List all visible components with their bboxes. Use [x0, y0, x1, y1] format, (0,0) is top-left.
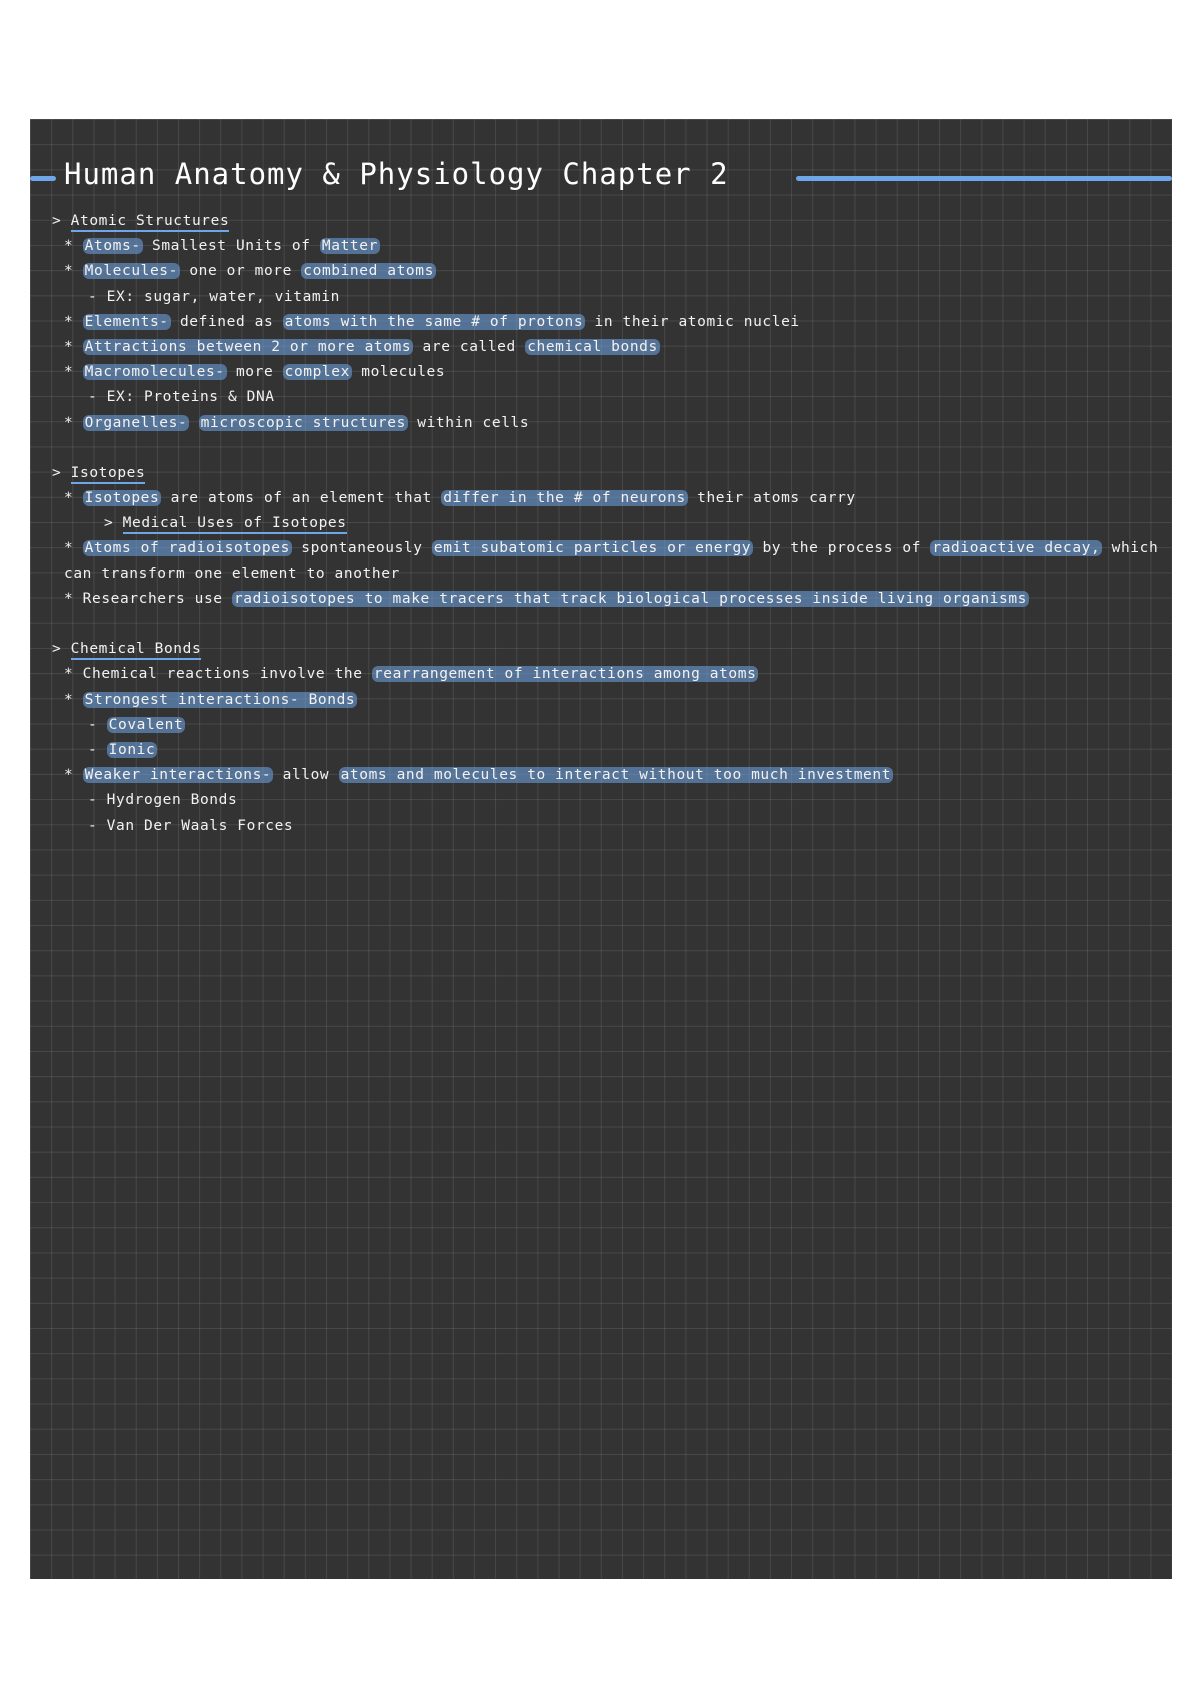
- highlight: atoms with the same # of protons: [284, 313, 584, 330]
- highlight: Attractions between 2 or more atoms: [84, 338, 412, 355]
- section-heading-bonds: > Chemical Bonds: [52, 637, 1162, 662]
- bullet-reactions: * Chemical reactions involve the rearrangement of interactions among atoms: [64, 666, 757, 683]
- bullet-molecules: * Molecules- one or more combined atoms: [64, 263, 434, 280]
- bullet-isotopes: * Isotopes are atoms of an element that differ in the # of neurons their atoms carry: [64, 490, 856, 507]
- highlight: microscopic structures: [200, 414, 406, 431]
- highlight: radioisotopes to make tracers that track biological processes inside living organisms: [233, 590, 1027, 607]
- text: EX: Proteins & DNA: [106, 389, 275, 406]
- highlight: complex: [284, 364, 350, 381]
- sub-bullet-molecules-example: - EX: sugar, water, vitamin: [88, 288, 340, 305]
- term-elements: Elements-: [84, 313, 169, 330]
- term-molecules: Molecules-: [84, 263, 178, 280]
- sub-bullet-macro-example: - EX: Proteins & DNA: [88, 389, 275, 406]
- highlight: emit subatomic particles or energy: [433, 540, 752, 557]
- text: Researchers use: [82, 590, 232, 607]
- term-macromolecules: Macromolecules-: [84, 364, 225, 381]
- bullet-elements: * Elements- defined as atoms with the same # of protons in their atomic nuclei: [64, 313, 800, 330]
- sub-bullet-hydrogen: - Hydrogen Bonds: [88, 792, 238, 809]
- title-rule-left: [30, 176, 56, 181]
- bullet-attractions: * Attractions between 2 or more atoms are called chemical bonds: [64, 338, 658, 355]
- highlight: Matter: [321, 238, 378, 255]
- text: are called: [413, 338, 526, 355]
- page-title: Human Anatomy & Physiology Chapter 2: [64, 157, 729, 191]
- text: by the process of: [753, 540, 931, 557]
- text: allow: [273, 767, 339, 784]
- bullet-researchers: * Researchers use radioisotopes to make tracers that track biological processes inside living organisms: [64, 590, 1027, 607]
- bullet-weaker: * Weaker interactions- allow atoms and molecules to interact without too much investment: [64, 767, 892, 784]
- highlight: Atoms of radioisotopes: [84, 540, 290, 557]
- text: spontaneously: [291, 540, 432, 557]
- heading-text: Chemical Bonds: [71, 641, 202, 660]
- heading-text: Medical Uses of Isotopes: [123, 515, 347, 534]
- highlight: chemical bonds: [527, 338, 658, 355]
- text: EX: sugar, water, vitamin: [106, 288, 340, 305]
- text: in their atomic nuclei: [585, 313, 800, 330]
- section-heading-isotopes: > Isotopes: [52, 461, 1162, 486]
- spacer: [52, 436, 1162, 461]
- section-heading-atomic: > Atomic Structures: [52, 209, 1162, 234]
- bullet-macromolecules: * Macromolecules- more complex molecules: [64, 364, 446, 381]
- text: one or more: [179, 263, 302, 280]
- highlight: Strongest interactions- Bonds: [84, 691, 356, 708]
- text: their atoms carry: [687, 490, 856, 507]
- bullet-organelles: * Organelles- microscopic structures within cells: [64, 414, 530, 431]
- highlight: combined atoms: [303, 263, 434, 280]
- text: more: [226, 364, 283, 381]
- bullet-strongest: * Strongest interactions- Bonds: [64, 691, 356, 708]
- sub-bullet-ionic: - Ionic: [88, 741, 156, 758]
- highlight: differ in the # of neurons: [443, 490, 686, 507]
- highlight: Covalent: [108, 716, 184, 733]
- term-atoms: Atoms-: [84, 238, 141, 255]
- title-rule-right: [796, 176, 1172, 181]
- term-isotopes: Isotopes: [84, 490, 160, 507]
- highlight: rearrangement of interactions among atoms: [373, 666, 757, 683]
- text: Smallest Units of: [142, 238, 320, 255]
- text: Chemical reactions involve the: [82, 666, 372, 683]
- sub-bullet-vdw: - Van Der Waals Forces: [88, 817, 294, 834]
- note-page: [30, 119, 1172, 1579]
- highlight: atoms and molecules to interact without too much investment: [340, 767, 892, 784]
- heading-text: Isotopes: [71, 465, 146, 484]
- note-content: [52, 209, 1162, 839]
- text: are atoms of an element that: [161, 490, 442, 507]
- bullet-radioisotopes: * Atoms of radioisotopes spontaneously emit subatomic particles or energy by the process of radioactive decay, which can transform one element to another: [64, 540, 1159, 582]
- text: Hydrogen Bonds: [106, 792, 238, 809]
- text: within cells: [407, 414, 530, 431]
- spacer: [52, 612, 1162, 637]
- heading-text: Atomic Structures: [71, 213, 230, 232]
- text: which can transform one element to another: [64, 540, 1159, 582]
- subheading-medical-uses: > Medical Uses of Isotopes: [52, 511, 1162, 536]
- title-row: [30, 139, 1172, 191]
- text: molecules: [351, 364, 446, 381]
- text: defined as: [170, 313, 283, 330]
- bullet-atoms: * Atoms- Smallest Units of Matter: [64, 238, 378, 255]
- text: Van Der Waals Forces: [106, 817, 294, 834]
- sub-bullet-covalent: - Covalent: [88, 716, 184, 733]
- highlight: Weaker interactions-: [84, 767, 272, 784]
- highlight: Ionic: [108, 741, 156, 758]
- highlight: radioactive decay,: [932, 540, 1101, 557]
- term-organelles: Organelles-: [84, 414, 188, 431]
